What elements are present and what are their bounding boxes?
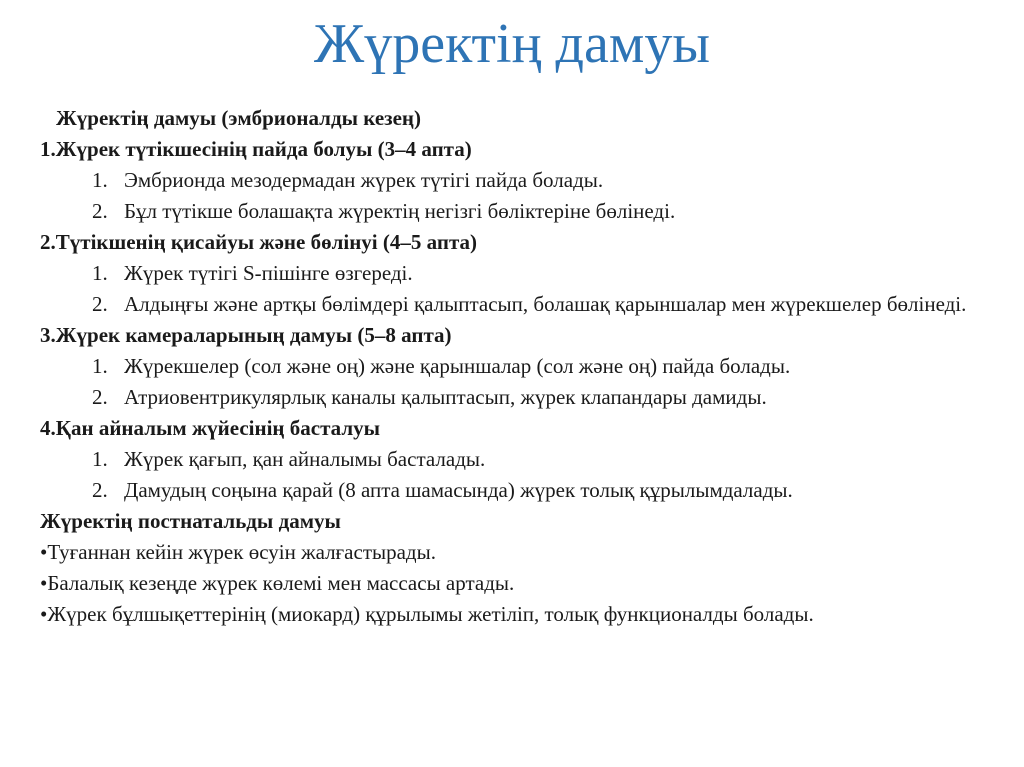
bullet-item: •Балалық кезеңде жүрек көлемі мен массасы артады. <box>40 571 515 595</box>
list-item <box>40 475 995 506</box>
item-number: 1. <box>92 447 108 471</box>
item-number: 2. <box>92 199 108 223</box>
postnatal-heading: Жүректің постнатальды дамуы <box>40 509 341 533</box>
bullet-item: •Жүрек бұлшықеттерінің (миокард) құрылымы жетіліп, толық функционалды болады. <box>40 602 814 626</box>
item-text: Эмбрионда мезодермадан жүрек түтігі пайда болады. <box>124 168 604 192</box>
item-number: 1. <box>92 261 108 285</box>
list-item <box>40 258 995 289</box>
list-item <box>40 165 995 196</box>
list-item <box>40 351 995 382</box>
section-heading: 3.Жүрек камераларының дамуы (5–8 апта) <box>40 323 452 347</box>
item-number: 2. <box>92 478 108 502</box>
slide-body <box>40 103 995 630</box>
section-heading: 4.Қан айналым жүйесінің басталуы <box>40 416 381 440</box>
item-text: Жүрекшелер (сол және оң) және қарыншалар (сол және оң) пайда болады. <box>124 354 791 378</box>
item-number: 2. <box>92 292 108 316</box>
list-item <box>40 196 995 227</box>
item-text: Бұл түтікше болашақта жүректің негізгі бөліктеріне бөлінеді. <box>124 199 676 223</box>
embryonic-subtitle: Жүректің дамуы (эмбрионалды кезең) <box>56 106 421 130</box>
list-item <box>40 382 995 413</box>
list-item <box>40 444 995 475</box>
section-heading: 1.Жүрек түтікшесінің пайда болуы (3–4 апта) <box>40 137 472 161</box>
item-text: Дамудың соңына қарай (8 апта шамасында) жүрек толық құрылымдалады. <box>124 478 793 502</box>
bullet-item: •Туғаннан кейін жүрек өсуін жалғастырады. <box>40 540 436 564</box>
item-number: 2. <box>92 385 108 409</box>
item-number: 1. <box>92 354 108 378</box>
item-text: Атриовентрикулярлық каналы қалыптасып, жүрек клапандары дамиды. <box>124 385 767 409</box>
item-text: Алдыңғы және артқы бөлімдері қалыптасып, болашақ қарыншалар мен жүрекшелер бөлінеді. <box>124 292 967 316</box>
list-item <box>40 289 995 320</box>
item-number: 1. <box>92 168 108 192</box>
item-text: Жүрек түтігі S-пішінге өзгереді. <box>124 261 413 285</box>
slide-title: Жүректің дамуы <box>314 13 710 75</box>
section-heading: 2.Түтікшенің қисайуы және бөлінуі (4–5 апта) <box>40 230 478 254</box>
item-text: Жүрек қағып, қан айналымы басталады. <box>124 447 486 471</box>
